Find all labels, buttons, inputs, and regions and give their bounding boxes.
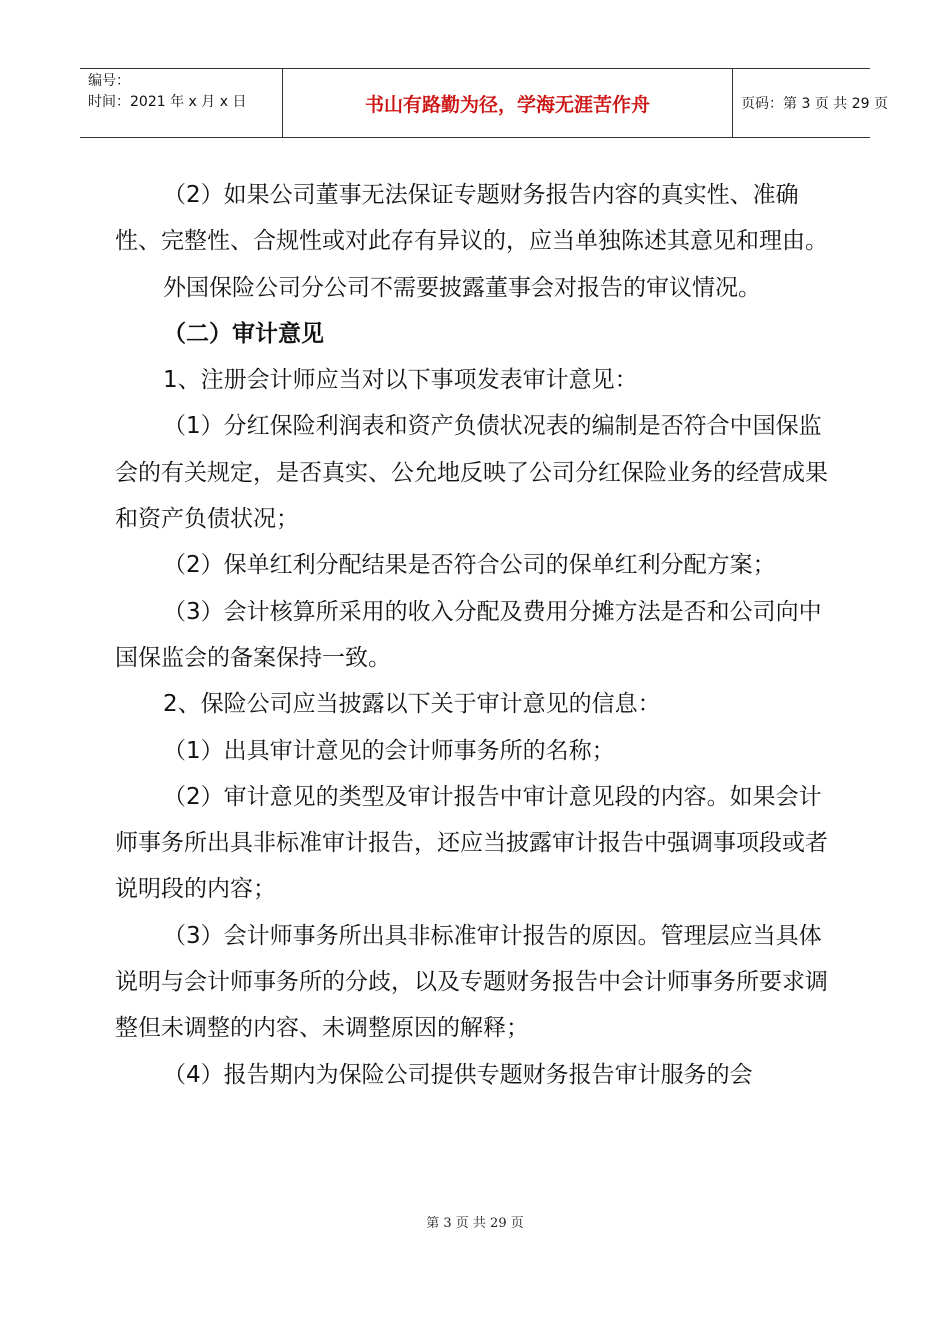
paragraph: （2）保单红利分配结果是否符合公司的保单红利分配方案；: [163, 552, 776, 579]
paragraph: （1）出具审计意见的会计师事务所的名称；: [163, 737, 615, 764]
paragraph: 外国保险公司分公司不需要披露董事会对报告的审议情况。: [163, 274, 761, 301]
document-number-label: 编号：: [88, 73, 130, 89]
header-motto: 书山有路勤为径，学海无涯苦作舟: [282, 69, 733, 137]
paragraph: 2、保险公司应当披露以下关于审计意见的信息：: [163, 691, 661, 718]
section-heading: （二）审计意见: [163, 320, 324, 347]
paragraph: （3）会计核算所采用的收入分配及费用分摊方法是否和公司向中国保监会的备案保持一致。: [115, 598, 822, 671]
paragraph: （2）如果公司董事无法保证专题财务报告内容的真实性、准确性、完整性、合规性或对此存有异议的，应当单独陈述其意见和理由。: [115, 182, 828, 255]
paragraph: （1）分红保险利润表和资产负债状况表的编制是否符合中国保监会的有关规定，是否真实、公允地反映了公司分红保险业务的经营成果和资产负债状况；: [115, 413, 828, 533]
header-meta: [80, 69, 282, 137]
paragraph: （2）审计意见的类型及审计报告中审计意见段的内容。如果会计师事务所出具非标准审计报告，还应当披露审计报告中强调事项段或者说明段的内容；: [115, 783, 828, 903]
document-body: [115, 172, 840, 1098]
page-header: [80, 68, 888, 138]
paragraph: （3）会计师事务所出具非标准审计报告的原因。管理层应当具体说明与会计师事务所的分歧，以及专题财务报告中会计师事务所要求调整但未调整的内容、未调整原因的解释；: [115, 922, 828, 1042]
document-date-label: 时间：2021 年 x 月 x 日: [88, 94, 247, 110]
paragraph: （4）报告期内为保险公司提供专题财务报告审计服务的会: [163, 1061, 753, 1088]
page-footer: 第 3 页 共 29 页: [426, 1216, 524, 1231]
header-page-info: 页码：第 3 页 共 29 页: [741, 96, 888, 112]
paragraph: 1、注册会计师应当对以下事项发表审计意见：: [163, 367, 638, 394]
